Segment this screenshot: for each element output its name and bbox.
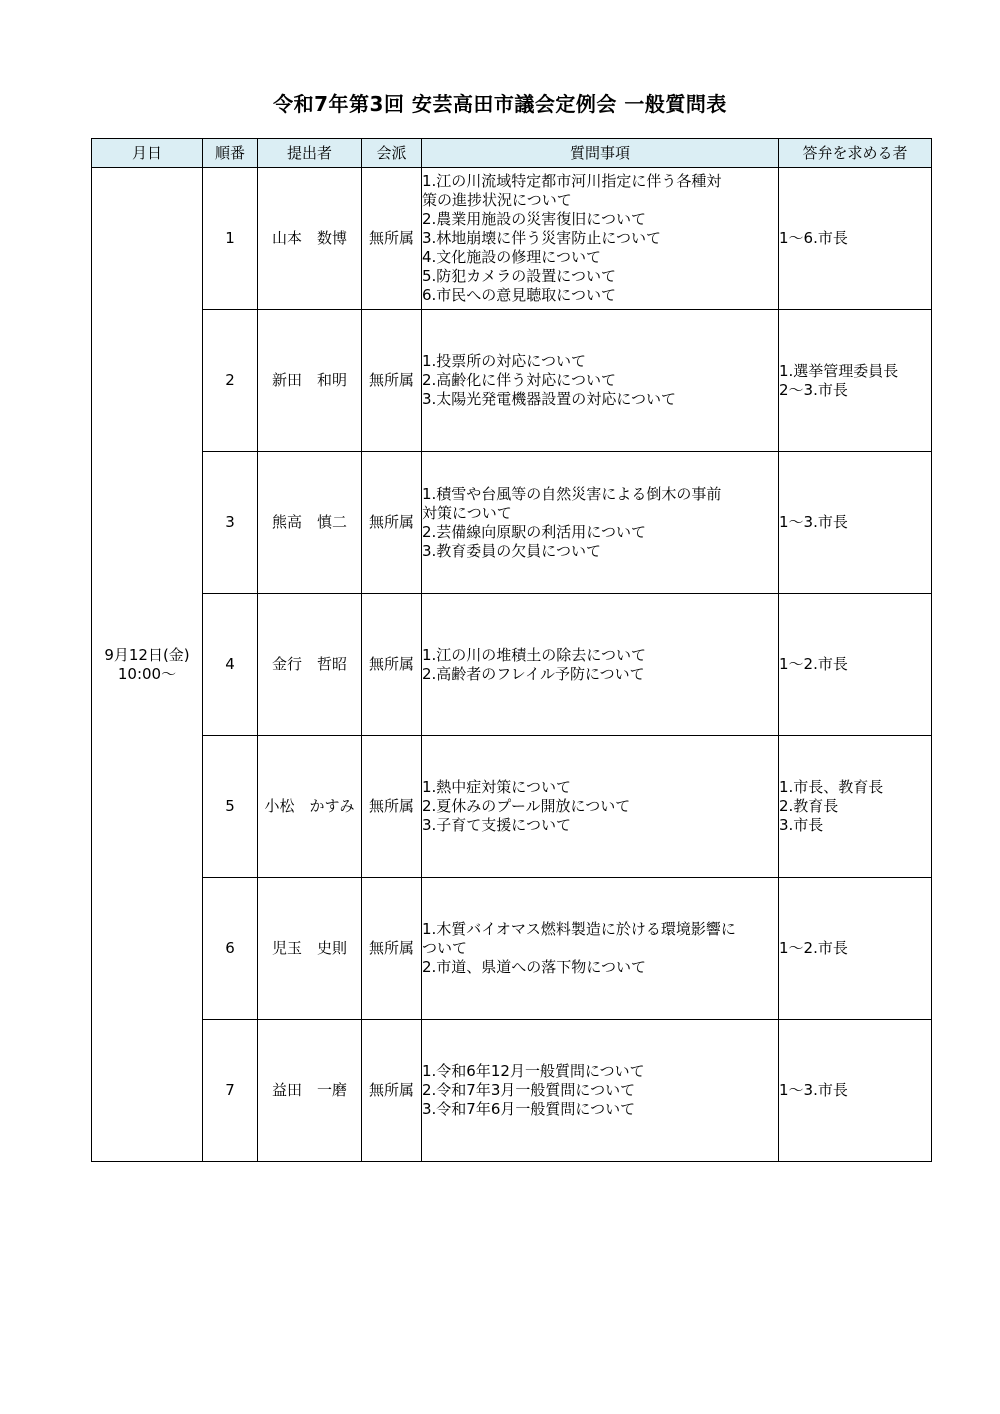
table-row — [92, 594, 932, 736]
submitter-name: 金行 哲昭 — [258, 594, 362, 736]
question-item: 2.農業用施設の災害復旧について — [422, 210, 647, 228]
question-item: 3.教育委員の欠員について — [422, 541, 602, 560]
question-item: 1.令和6年12月一般質問について — [422, 1062, 645, 1080]
question-item: 2.夏休みのプール開放について — [422, 797, 631, 815]
respondent: 1.市長、教育長 — [779, 778, 884, 796]
question-item: 5.防犯カメラの設置について — [422, 267, 617, 285]
respondent-cell — [779, 452, 932, 594]
faction-name: 無所属 — [362, 594, 422, 736]
header-order: 順番 — [203, 139, 258, 168]
header-date: 月日 — [92, 139, 203, 168]
faction-name: 無所属 — [362, 310, 422, 452]
header-respondent: 答弁を求める者 — [779, 139, 932, 168]
session-date: 9月12日(金) — [104, 645, 190, 664]
table-row — [92, 310, 932, 452]
question-item: 3.林地崩壊に伴う災害防止について — [422, 229, 662, 247]
question-item: 1.木質バイオマス燃料製造に於ける環境影響に — [422, 920, 736, 938]
submitter-name: 益田 一磨 — [258, 1020, 362, 1162]
question-item: 2.高齢者のフレイル予防について — [422, 664, 645, 683]
question-item: 3.太陽光発電機器設置の対応について — [422, 390, 677, 408]
faction-name: 無所属 — [362, 1020, 422, 1162]
respondent: 2〜3.市長 — [779, 380, 848, 399]
respondent: 1〜6.市長 — [779, 229, 848, 247]
question-items-cell — [422, 878, 779, 1020]
table-body — [92, 168, 932, 1162]
question-items-cell — [422, 310, 779, 452]
order-number: 7 — [203, 1020, 258, 1162]
question-items-cell — [422, 1020, 779, 1162]
table-row — [92, 1020, 932, 1162]
question-item: 4.文化施設の修理について — [422, 248, 602, 266]
question-table — [91, 138, 932, 1162]
question-item: 2.令和7年3月一般質問について — [422, 1081, 636, 1099]
question-item: 2.高齢化に伴う対応について — [422, 371, 617, 389]
question-item: 2.芸備線向原駅の利活用について — [422, 522, 647, 541]
respondent: 2.教育長 — [779, 797, 839, 815]
table-header-row — [92, 139, 932, 168]
respondent-cell — [779, 736, 932, 878]
question-item: ついて — [422, 939, 468, 957]
respondent: 1〜2.市長 — [779, 939, 848, 957]
table-row — [92, 452, 932, 594]
table-row — [92, 736, 932, 878]
respondent-cell — [779, 310, 932, 452]
submitter-name: 児玉 史則 — [258, 878, 362, 1020]
order-number: 3 — [203, 452, 258, 594]
question-item: 3.令和7年6月一般質問について — [422, 1100, 636, 1118]
order-number: 5 — [203, 736, 258, 878]
question-item: 1.積雪や台風等の自然災害による倒木の事前 — [422, 484, 722, 503]
table-row — [92, 878, 932, 1020]
submitter-name: 小松 かすみ — [258, 736, 362, 878]
faction-name: 無所属 — [362, 452, 422, 594]
question-items-cell — [422, 594, 779, 736]
question-item: 1.江の川流域特定都市河川指定に伴う各種対 — [422, 172, 722, 190]
question-item: 策の進捗状況について — [422, 191, 572, 209]
question-items-cell — [422, 736, 779, 878]
order-number: 6 — [203, 878, 258, 1020]
page-title: 令和7年第3回 安芸高田市議会定例会 一般質問表 — [273, 92, 727, 116]
submitter-name: 山本 数博 — [258, 168, 362, 310]
question-items-cell — [422, 452, 779, 594]
respondent: 1〜3.市長 — [779, 1081, 848, 1099]
table-row — [92, 168, 932, 310]
session-date-cell — [92, 168, 203, 1162]
respondent-cell — [779, 594, 932, 736]
submitter-name: 熊高 慎二 — [258, 452, 362, 594]
question-items-cell — [422, 168, 779, 310]
session-time: 10:00〜 — [117, 664, 177, 683]
submitter-name: 新田 和明 — [258, 310, 362, 452]
respondent: 1.選挙管理委員長 — [779, 361, 899, 380]
order-number: 2 — [203, 310, 258, 452]
respondent-cell — [779, 168, 932, 310]
faction-name: 無所属 — [362, 168, 422, 310]
question-item: 6.市民への意見聴取について — [422, 286, 617, 304]
question-item: 1.江の川の堆積土の除去について — [422, 645, 647, 664]
header-submitter: 提出者 — [258, 139, 362, 168]
respondent: 1〜3.市長 — [779, 513, 848, 531]
question-item: 3.子育て支援について — [422, 816, 572, 834]
respondent-cell — [779, 878, 932, 1020]
question-item: 1.投票所の対応について — [422, 352, 587, 370]
respondent-cell — [779, 1020, 932, 1162]
faction-name: 無所属 — [362, 878, 422, 1020]
question-item: 2.市道、県道への落下物について — [422, 958, 647, 976]
respondent: 3.市長 — [779, 816, 824, 834]
respondent: 1〜2.市長 — [779, 655, 848, 673]
header-question-items: 質問事項 — [422, 139, 779, 168]
order-number: 1 — [203, 168, 258, 310]
faction-name: 無所属 — [362, 736, 422, 878]
question-item: 1.熱中症対策について — [422, 778, 572, 796]
question-item: 対策について — [422, 503, 512, 522]
order-number: 4 — [203, 594, 258, 736]
header-faction: 会派 — [362, 139, 422, 168]
